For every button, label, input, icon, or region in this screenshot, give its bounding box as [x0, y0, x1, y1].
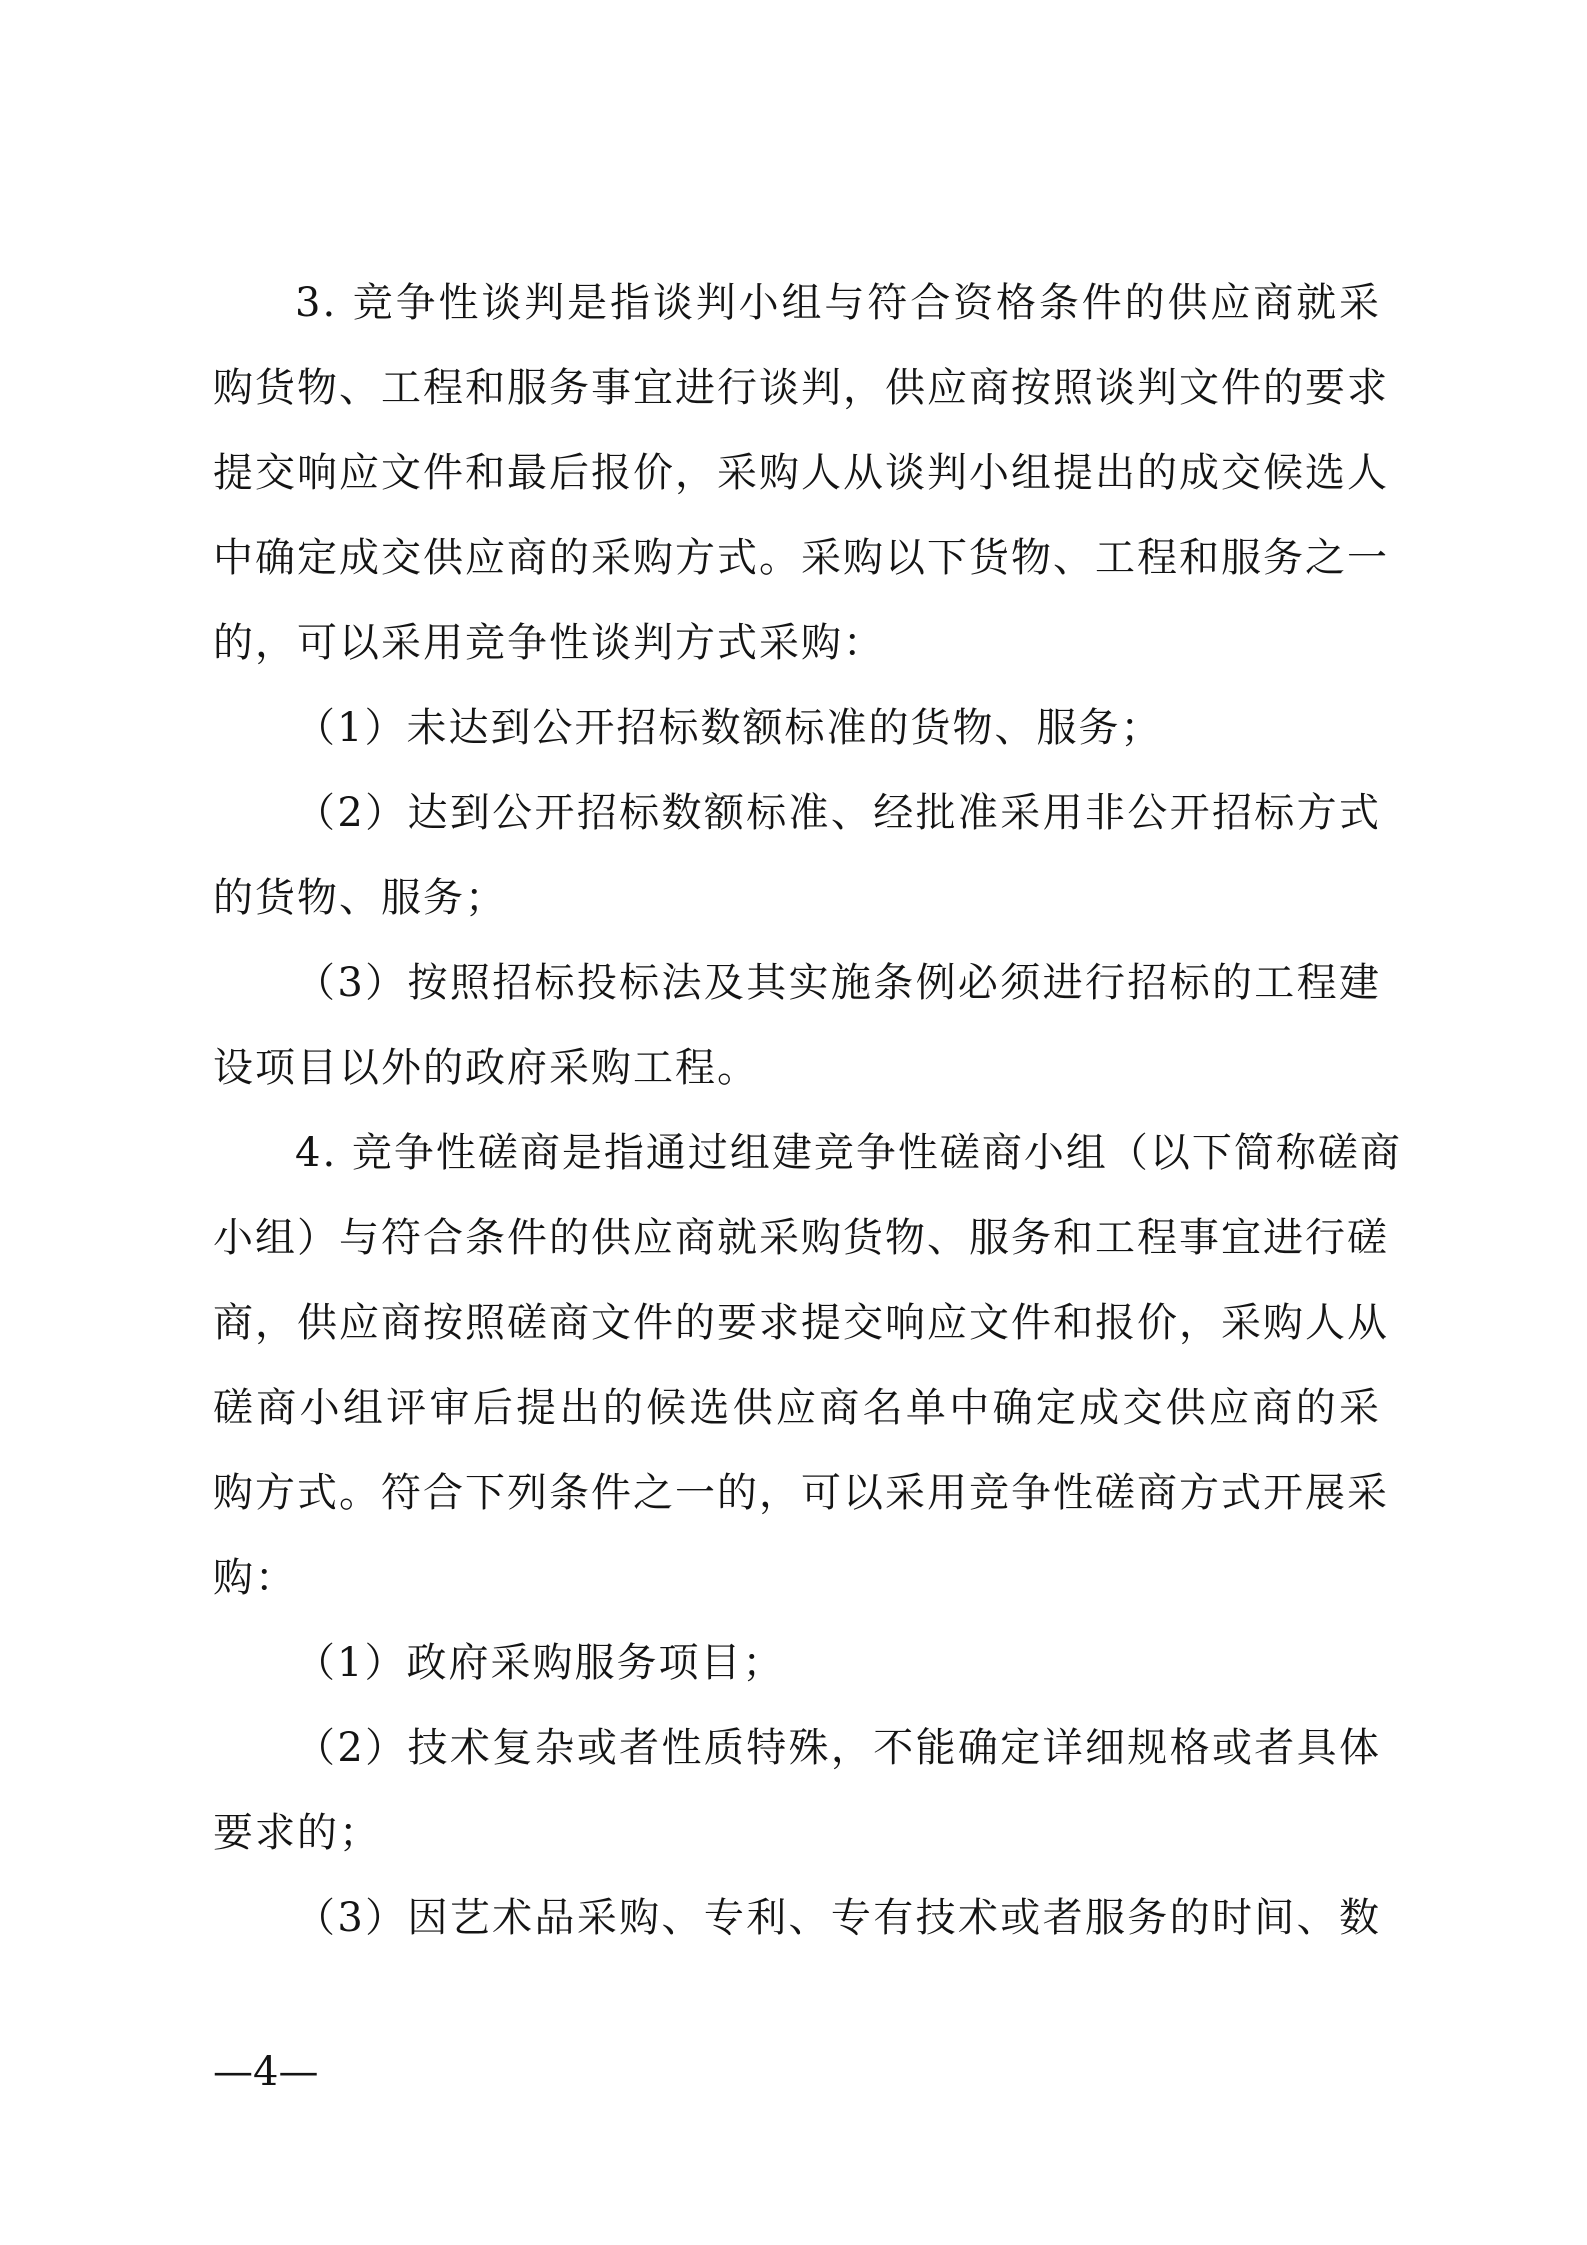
paragraph-line: 的，可以采用竞争性谈判方式采购：	[213, 620, 885, 666]
list-item-line: （1）未达到公开招标数额标准的货物、服务；	[295, 705, 1163, 751]
paragraph-line: 提交响应文件和最后报价，采购人从谈判小组提出的成交候选人	[213, 450, 1389, 496]
list-item-line: （3）因艺术品采购、专利、专有技术或者服务的时间、数	[295, 1895, 1381, 1941]
paragraph-line: 中确定成交供应商的采购方式。采购以下货物、工程和服务之一	[213, 535, 1389, 581]
list-item-line: （1）政府采购服务项目；	[295, 1640, 785, 1686]
page-number: —4—	[213, 2049, 319, 2095]
paragraph-line: 购：	[213, 1555, 297, 1601]
list-item-line: 要求的；	[213, 1810, 381, 1856]
list-item-line: 设项目以外的政府采购工程。	[213, 1045, 759, 1091]
list-item-line: （3）按照招标投标法及其实施条例必须进行招标的工程建	[295, 960, 1381, 1006]
paragraph-line: 小组）与符合条件的供应商就采购货物、服务和工程事宜进行磋	[213, 1215, 1389, 1261]
paragraph-line: 购货物、工程和服务事宜进行谈判，供应商按照谈判文件的要求	[213, 365, 1389, 411]
list-item-line: （2）技术复杂或者性质特殊，不能确定详细规格或者具体	[295, 1725, 1381, 1771]
paragraph-line: 磋商小组评审后提出的候选供应商名单中确定成交供应商的采	[213, 1385, 1381, 1431]
paragraph-line: 3. 竞争性谈判是指谈判小组与符合资格条件的供应商就采	[295, 280, 1381, 326]
paragraph-line: 购方式。符合下列条件之一的，可以采用竞争性磋商方式开展采	[213, 1470, 1389, 1516]
paragraph-line: 商，供应商按照磋商文件的要求提交响应文件和报价，采购人从	[213, 1300, 1389, 1346]
list-item-line: 的货物、服务；	[213, 875, 507, 921]
paragraph-line: 4. 竞争性磋商是指通过组建竞争性磋商小组（以下简称磋商	[295, 1130, 1402, 1176]
list-item-line: （2）达到公开招标数额标准、经批准采用非公开招标方式	[295, 790, 1381, 836]
